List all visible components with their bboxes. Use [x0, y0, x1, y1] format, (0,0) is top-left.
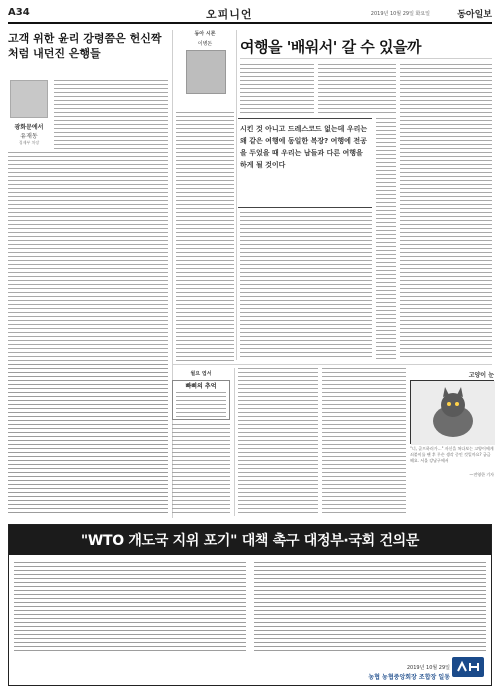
cartoon-photo	[410, 380, 494, 444]
poem-commentary	[172, 424, 230, 516]
column-left-title: 고객 위한 윤리 강령쯤은 헌신짝처럼 내던진 은행들	[8, 32, 162, 60]
editorial-body-c	[400, 64, 492, 360]
divider	[172, 364, 492, 365]
column-left-author: 유재동	[20, 133, 38, 140]
poem-title: 빠삐의 추억	[185, 383, 217, 390]
nh-logo-icon	[452, 657, 484, 677]
author-photo	[10, 80, 48, 118]
cat-icon	[411, 381, 495, 445]
poem-section-label: 월요 엽서	[190, 371, 212, 377]
column-middle-author: 이병돈	[197, 41, 213, 47]
editorial-body-a	[240, 64, 314, 114]
editorial-body-b	[318, 64, 396, 114]
cartoon-label: 고양이 눈	[468, 372, 494, 379]
divider	[234, 368, 235, 516]
ad-body-right	[254, 562, 486, 654]
editorial-body-d	[376, 118, 396, 360]
article-body	[238, 368, 318, 516]
author-photo	[186, 50, 226, 94]
article-body	[322, 368, 406, 516]
newspaper-logo: 동아일보	[457, 10, 492, 20]
column-left-body-a	[54, 80, 168, 150]
divider	[236, 30, 237, 360]
column-middle-label: 동아 시론	[194, 31, 216, 37]
column-left-label: 광화문에서	[14, 124, 44, 131]
poem-body	[176, 392, 226, 418]
divider	[240, 58, 492, 59]
issue-date: 2019년 10월 29일 화요일	[370, 11, 430, 17]
cartoon-caption: "너, 골프하러가…" 자신을 쳐다보는 고양이에게 쇠붙이를 팬 후 무슨 생각 중인 것일까요? 궁금해요. 서울 강남구에서	[410, 446, 494, 463]
pull-quote-text: 시킨 것 아니고 드레스코드 없는데 우리는 왜 같은 여행에 동일한 복장? 여행에 전공을 두었을 때 우리는 남들과 다른 여행을 하게 될 것이다	[240, 125, 368, 169]
section-title: 오피니언	[206, 8, 253, 21]
ad-body-left	[14, 562, 246, 654]
masthead	[8, 6, 492, 24]
ad-headline: "WTO 개도국 지위 포기" 대책 촉구 대정부·국회 건의문	[80, 533, 420, 549]
ad-signature: 농협 농협중앙회장 조합장 일동	[368, 674, 450, 681]
cartoon-credit: —전영한 기자	[469, 472, 494, 477]
page-number: A34	[8, 7, 30, 18]
column-middle-body	[176, 112, 234, 362]
ad-banner	[9, 525, 491, 555]
editorial-title: 여행을 '배워서' 갈 수 있을까	[240, 38, 421, 56]
ad-date: 2019년 10월 29일	[406, 665, 450, 671]
editorial-body-e	[240, 212, 372, 360]
column-left-author-affiliation: 경제부 차장	[18, 140, 40, 145]
pull-quote	[238, 118, 372, 208]
article-body	[8, 364, 168, 514]
